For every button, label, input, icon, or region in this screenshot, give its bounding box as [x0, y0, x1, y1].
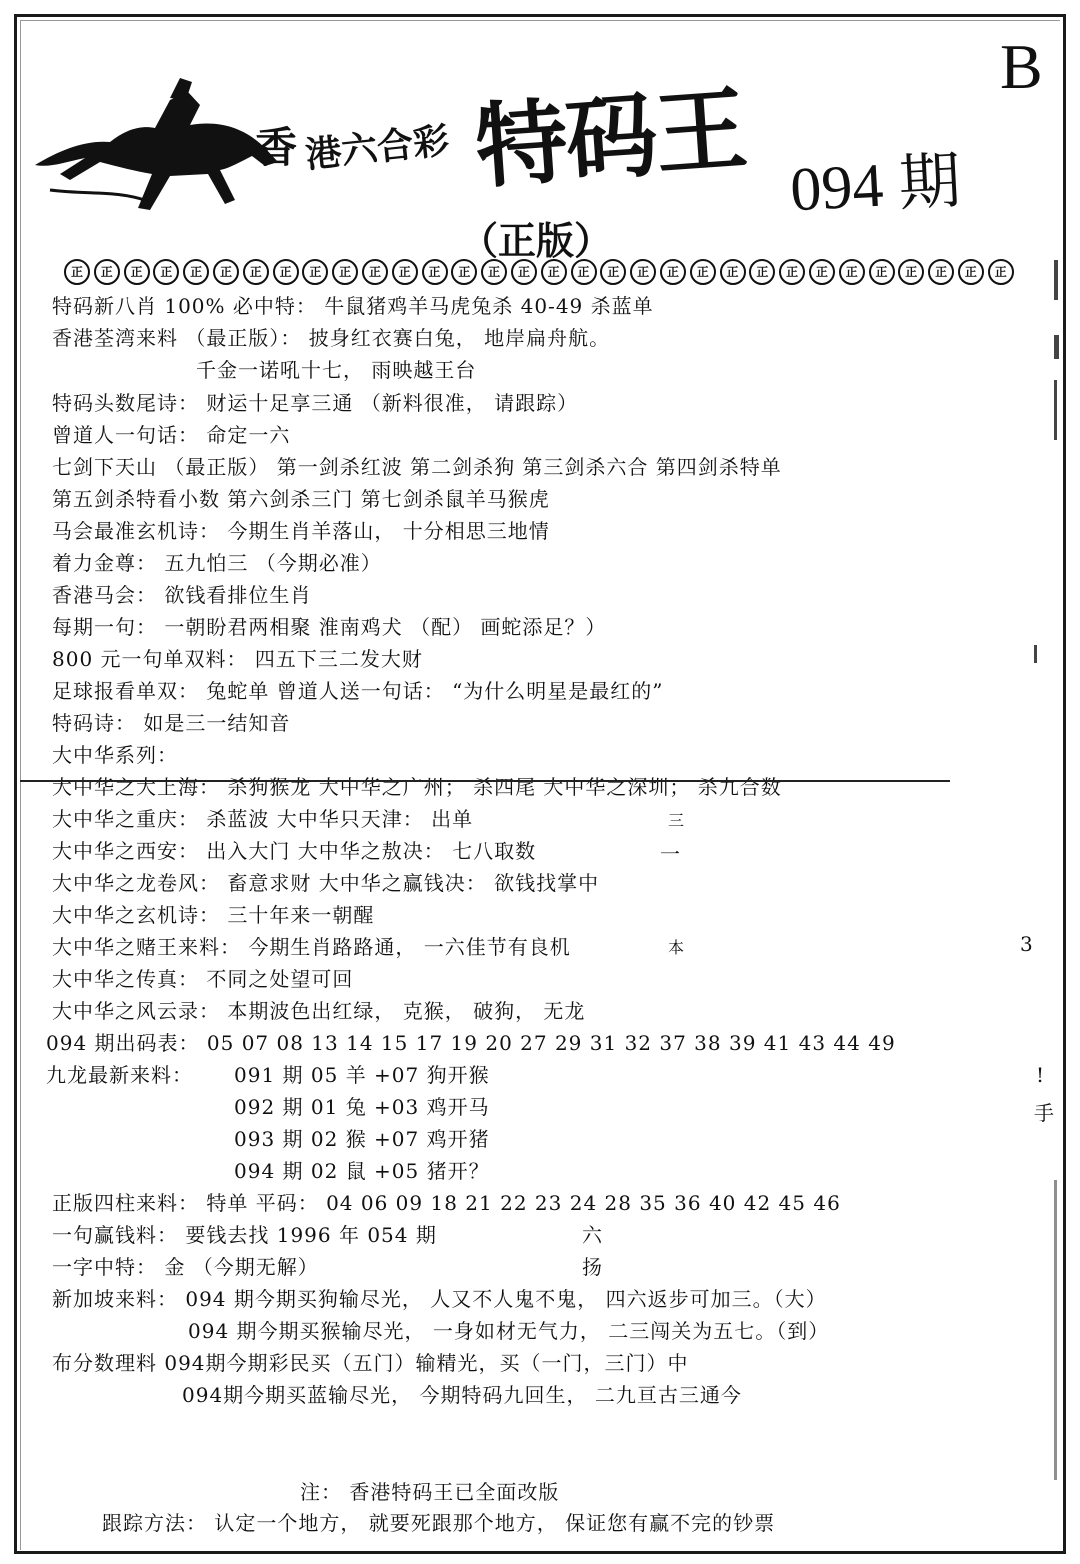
scan-mark	[1034, 645, 1037, 663]
title-main: 特码王	[472, 78, 749, 200]
footer-tracking-method: 跟踪方法： 认定一个地方， 就要死跟那个地方， 保证您有赢不完的钞票	[102, 1511, 776, 1535]
stray-char-shou: 手	[1034, 1101, 1054, 1125]
line-12: 800 元一句单双料： 四五下三二发大财	[52, 647, 423, 671]
zheng-stamp-icon: 正	[571, 259, 597, 285]
line-16: 大中华之大上海： 杀狗猴龙 大中华之广州； 杀四尾 大中华之深圳； 杀九合数	[52, 775, 782, 799]
zheng-stamp-icon: 正	[511, 259, 537, 285]
line-18: 大中华之西安： 出入大门 大中华之敖决： 七八取数	[52, 839, 537, 863]
line-28: 093 期 02 猴 +07 鸡开猪	[234, 1127, 490, 1151]
zheng-stamp-icon: 正	[869, 259, 895, 285]
zheng-stamp-icon: 正	[183, 259, 209, 285]
stamp-row	[64, 259, 1014, 285]
title-prefix: 香	[255, 124, 298, 171]
line-27: 092 期 01 兔 +03 鸡开马	[234, 1095, 490, 1119]
zheng-stamp-icon: 正	[720, 259, 746, 285]
line-9: 着力金尊： 五九怕三 （今期必准）	[52, 551, 382, 575]
zheng-stamp-icon: 正	[898, 259, 924, 285]
line-4: 特码头数尾诗： 财运十足享三通 （新料很准， 请跟踪）	[52, 391, 579, 415]
version-letter: B	[1000, 31, 1043, 102]
zheng-stamp-icon: 正	[630, 259, 656, 285]
stray-mark-exclaim: !	[1036, 1063, 1045, 1087]
edition-label: （正版）	[460, 221, 613, 263]
zheng-stamp-icon: 正	[928, 259, 954, 285]
line-8: 马会最准玄机诗： 今期生肖羊落山， 十分相思三地情	[52, 519, 550, 543]
zheng-stamp-icon: 正	[481, 259, 507, 285]
line-15: 大中华系列：	[52, 743, 178, 767]
zheng-stamp-icon: 正	[600, 259, 626, 285]
horse-rider-logo	[30, 70, 280, 220]
line-6: 七剑下天山 （最正版） 第一剑杀红波 第二剑杀狗 第三剑杀六合 第四剑杀特单	[52, 455, 782, 479]
zheng-stamp-icon: 正	[94, 259, 120, 285]
zheng-stamp-icon: 正	[213, 259, 239, 285]
line-21: 大中华之赌王来料： 今期生肖路路通， 一六佳节有良机	[52, 935, 571, 959]
title-middle: 港六合彩	[303, 119, 451, 176]
line-5: 曾道人一句话： 命定一六	[52, 423, 291, 447]
line-33: 新加坡来料： 094 期今期买狗输尽光， 人又不人鬼不鬼， 四六返步可加三。（大）	[52, 1287, 827, 1311]
line-23: 大中华之风云录： 本期波色出红绿， 克猴， 破狗， 无龙	[52, 999, 586, 1023]
line-30: 正版四柱来料： 特单 平码： 04 06 09 18 21 22 23 24 28 35 36 40 42 45 46	[52, 1191, 841, 1215]
zheng-stamp-icon: 正	[362, 259, 388, 285]
line-32: 一字中特： 金 （今期无解）	[52, 1255, 319, 1279]
zheng-stamp-icon: 正	[302, 259, 328, 285]
line-25: 九龙最新来料：	[46, 1063, 193, 1087]
zheng-stamp-icon: 正	[243, 259, 269, 285]
line-20: 大中华之玄机诗： 三十年来一朝醒	[52, 903, 375, 927]
line-22: 大中华之传真： 不同之处望可回	[52, 967, 354, 991]
zheng-stamp-icon: 正	[660, 259, 686, 285]
footer-note: 注： 香港特码王已全面改版	[300, 1480, 560, 1504]
line-26: 091 期 05 羊 +07 狗开猴	[234, 1063, 490, 1087]
zheng-stamp-icon: 正	[153, 259, 179, 285]
line-3: 千金一诺吼十七， 雨映越王台	[196, 358, 477, 382]
line-19: 大中华之龙卷风： 畜意求财 大中华之赢钱决： 欲钱找掌中	[52, 871, 600, 895]
line-31: 一句赢钱料： 要钱去找 1996 年 054 期	[52, 1223, 437, 1247]
stray-char-san: 三	[668, 811, 685, 830]
line-2: 香港荃湾来料 （最正版）： 披身红衣赛白兔， 地岸扁舟航。	[52, 326, 611, 350]
zheng-stamp-icon: 正	[64, 259, 90, 285]
scan-mark	[1054, 335, 1059, 359]
line-1: 特码新八肖 100% 必中特： 牛鼠猪鸡羊马虎兔杀 40-49 杀蓝单	[52, 294, 654, 318]
zheng-stamp-icon: 正	[541, 259, 567, 285]
zheng-stamp-icon: 正	[422, 259, 448, 285]
issue-number: 094 期	[788, 147, 963, 225]
line-35: 布分数理料 094期今期彩民买（五门）输精光，买（一门，三门）中	[52, 1351, 689, 1375]
scan-mark	[1054, 1180, 1057, 1480]
scan-mark	[1054, 260, 1058, 300]
stray-char-ben: 本	[668, 938, 685, 957]
zheng-stamp-icon: 正	[749, 259, 775, 285]
line-17: 大中华之重庆： 杀蓝波 大中华只天津： 出单	[52, 807, 474, 831]
line-34: 094 期今期买猴输尽光， 一身如材无气力， 二三闯关为五七。（到）	[188, 1319, 830, 1343]
zheng-stamp-icon: 正	[392, 259, 418, 285]
zheng-stamp-icon: 正	[988, 259, 1014, 285]
line-14: 特码诗： 如是三一结知音	[52, 711, 291, 735]
zheng-stamp-icon: 正	[332, 259, 358, 285]
stray-char-three: 3	[1020, 932, 1033, 956]
zheng-stamp-icon: 正	[690, 259, 716, 285]
scan-mark	[1054, 380, 1057, 440]
line-29: 094 期 02 鼠 +05 猪开？	[234, 1159, 490, 1183]
zheng-stamp-icon: 正	[809, 259, 835, 285]
line-36: 094期今期买蓝输尽光， 今期特码九回生， 二九亘古三通今	[182, 1383, 742, 1407]
line-24: 094 期出码表： 05 07 08 13 14 15 17 19 20 27 29 31 32 37 38 39 41 43 44 49	[46, 1031, 896, 1055]
stray-char-yi: 一	[660, 842, 680, 866]
zheng-stamp-icon: 正	[958, 259, 984, 285]
zheng-stamp-icon: 正	[779, 259, 805, 285]
line-11: 每期一句： 一朝盼君两相聚 淮南鸡犬 （配） 画蛇添足？）	[52, 615, 607, 639]
zheng-stamp-icon: 正	[451, 259, 477, 285]
stray-char-liu: 六	[582, 1223, 602, 1247]
zheng-stamp-icon: 正	[839, 259, 865, 285]
zheng-stamp-icon: 正	[124, 259, 150, 285]
line-13: 足球报看单双： 兔蛇单 曾道人送一句话： “为什么明星是最红的”	[52, 679, 664, 703]
strikethrough-line	[20, 780, 950, 782]
line-10: 香港马会： 欲钱看排位生肖	[52, 583, 312, 607]
stray-char-shan: 扬	[582, 1255, 602, 1279]
line-7: 第五剑杀特看小数 第六剑杀三门 第七剑杀鼠羊马猴虎	[52, 487, 550, 511]
zheng-stamp-icon: 正	[273, 259, 299, 285]
